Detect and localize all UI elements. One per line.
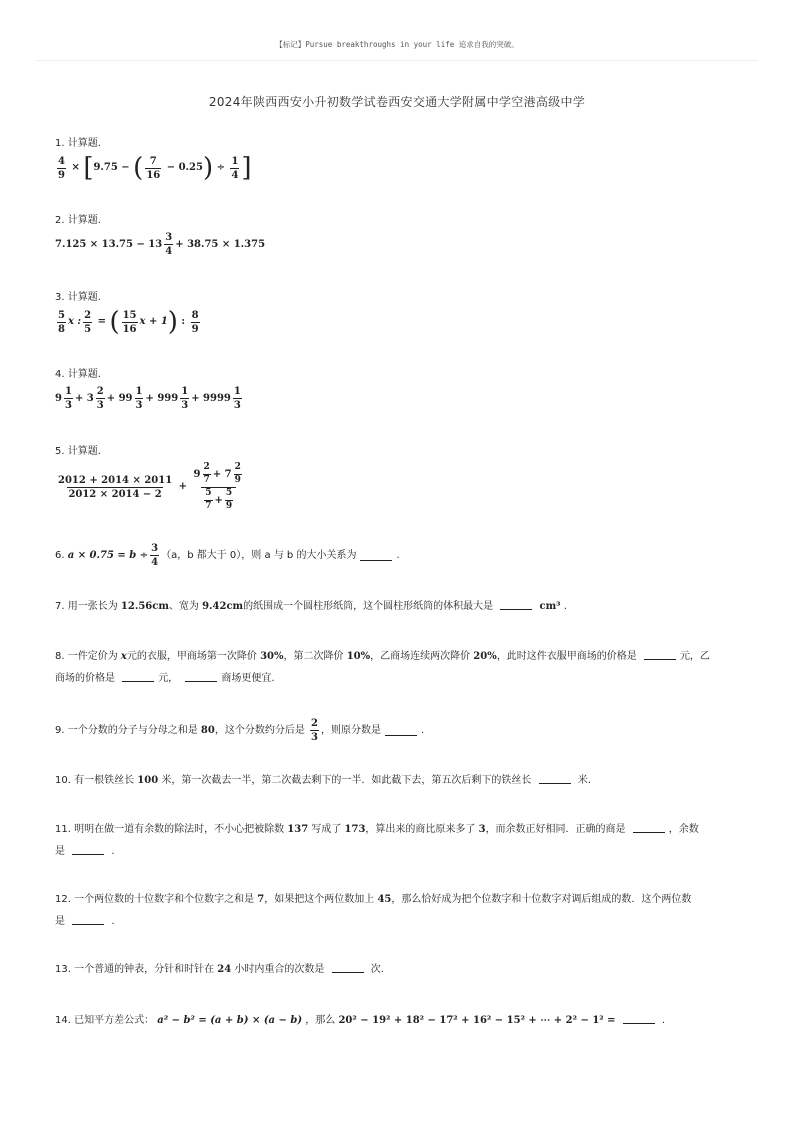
question-9 (55, 718, 745, 743)
question-text: 米. (577, 775, 591, 786)
fraction (233, 386, 242, 411)
unit: cm³ (539, 601, 561, 612)
answer-blank[interactable] (360, 550, 392, 561)
question-14 (55, 1010, 745, 1032)
question-8 (55, 646, 745, 690)
answer-blank[interactable] (539, 773, 571, 784)
punctuation: . (396, 549, 400, 561)
answer-blank[interactable] (623, 1013, 655, 1024)
question-text: 元， (158, 673, 179, 684)
question-text: 是 (55, 846, 65, 857)
header-divider (36, 60, 758, 61)
variable: x : (67, 316, 82, 327)
numerator: 2 (84, 309, 92, 321)
answer-blank[interactable] (500, 599, 532, 610)
value: 9.75 (93, 162, 118, 173)
expression: 20² − 19² + 18² − 17² + 16² − 15² + ⋯ + 2² − 1² = (338, 1015, 616, 1026)
whole-number: + 7 (212, 468, 232, 480)
denominator (201, 487, 236, 512)
value: 9.42cm (202, 601, 244, 612)
question-text: ，乙商场连续两次降价 (370, 651, 471, 662)
question-text: （a，b 都大于 0），则 a 与 b 的大小关系为 (161, 549, 357, 561)
value: 80 (200, 724, 215, 736)
question-text: ，而余数正好相同．正确的商是 (485, 824, 626, 835)
value: 20% (473, 651, 497, 662)
question-line (55, 819, 745, 841)
question-text: ，算出来的商比原来多了 (365, 824, 476, 835)
punctuation: . (661, 1015, 666, 1026)
question-label: 2. 计算题. (55, 215, 101, 226)
fraction (83, 310, 92, 335)
question-line (55, 646, 745, 668)
question-11 (55, 819, 745, 863)
numerator: 1 (233, 386, 241, 397)
question-label: 5. 计算题. (55, 446, 101, 457)
question-text: 10. 有一根铁丝长 (55, 775, 135, 786)
value: 12.56cm (120, 601, 169, 612)
question-text: 米，第一次截去一半，第二次截去剩下的一半．如此截下去，第五次后剩下的铁丝长 (161, 775, 532, 786)
denominator: 3 (181, 400, 189, 411)
expression: a × 0.75 = b ÷ (67, 549, 149, 561)
question-text: 元的衣服，甲商场第一次降价 (126, 651, 257, 662)
numerator: 2 (311, 718, 318, 729)
punctuation: . (111, 916, 115, 927)
denominator: 4 (231, 169, 239, 181)
question-text: 14. 已知平方差公式： (55, 1015, 155, 1026)
denominator: 9 (225, 500, 233, 511)
punctuation: . (563, 601, 567, 612)
question-text: 写成了 (311, 824, 342, 835)
question-text: ，这个分数约分后是 (214, 724, 305, 736)
fraction (310, 718, 319, 743)
whole-number: + 99 (106, 392, 133, 404)
question-text: 11. 明明在做一道有余数的除法时，不小心把被除数 (55, 824, 285, 835)
variable: x (120, 651, 127, 662)
fraction (150, 543, 159, 568)
answer-blank[interactable] (644, 649, 676, 660)
numerator: 2012 + 2014 × 2011 (58, 474, 173, 486)
question-label: 3. 计算题. (55, 292, 101, 303)
question-text: 商场更便宜. (221, 673, 275, 684)
value: 30% (260, 651, 284, 662)
value: 3 (478, 824, 486, 835)
numerator: 3 (151, 543, 159, 554)
fraction (64, 386, 73, 411)
denominator: 16 (122, 323, 137, 335)
numerator: 5 (205, 487, 212, 498)
answer-blank[interactable] (122, 671, 154, 682)
answer-blank[interactable] (185, 671, 217, 682)
denominator: 3 (233, 400, 241, 411)
answer-blank[interactable] (72, 914, 104, 925)
value: 10% (346, 651, 371, 662)
question-text: ，余数 (668, 824, 699, 835)
fraction (191, 310, 200, 335)
numerator: 8 (191, 309, 199, 321)
whole-number: + 9999 (191, 392, 231, 404)
question-1 (55, 133, 745, 181)
answer-blank[interactable] (72, 844, 104, 855)
denominator: 2012 × 2014 − 2 (68, 488, 162, 500)
whole-number: 9 (55, 392, 62, 404)
value: 7 (257, 894, 265, 905)
numerator: 2 (96, 386, 104, 397)
fraction (57, 475, 173, 500)
question-text: ，此时这件衣服甲商场的价格是 (496, 651, 637, 662)
value: 137 (287, 824, 309, 835)
denominator: 9 (234, 474, 241, 485)
fraction (57, 156, 66, 181)
value: 100 (137, 775, 159, 786)
numerator: 4 (58, 155, 65, 167)
denominator: 4 (151, 557, 159, 568)
numerator: 2 (234, 462, 241, 472)
whole-number: + 3 (74, 392, 94, 404)
denominator: 7 (203, 474, 210, 485)
question-text: 元，乙 (679, 651, 710, 662)
question-text: ，那么恰好成为把个位数字和十位数字对调后组成的数．这个两位数 (391, 894, 692, 905)
denominator: 9 (58, 169, 65, 181)
punctuation: . (111, 846, 115, 857)
whole-number: + 999 (145, 392, 179, 404)
question-text: 7. 用一张长为 (55, 601, 118, 612)
question-line (55, 911, 745, 933)
question-text: ，第二次降价 (283, 651, 344, 662)
fraction (225, 489, 233, 512)
question-text: 小时内重合的次数是 (234, 964, 325, 975)
value: 24 (217, 964, 232, 975)
question-text: ，如果把这个两位数加上 (264, 894, 375, 905)
question-4 (55, 364, 745, 411)
denominator: 4 (165, 246, 173, 257)
value: 0.25 (178, 162, 203, 173)
numerator: 2 (203, 462, 210, 472)
question-text: 次. (370, 964, 384, 975)
question-label: 1. 计算题. (55, 138, 101, 149)
denominator: 3 (96, 400, 104, 411)
question-5 (55, 441, 745, 512)
numerator: 1 (135, 386, 143, 397)
fraction (180, 386, 189, 411)
question-13 (55, 959, 745, 981)
fraction (96, 386, 105, 411)
question-text: 13. 一个普通的钟表，分针和时针在 (55, 964, 215, 975)
question-12 (55, 889, 745, 933)
numerator: 15 (122, 309, 137, 321)
denominator: 8 (58, 323, 65, 335)
question-text: 的纸围成一个圆柱形纸筒，这个圆柱形纸筒的体积最大是 (243, 601, 494, 612)
question-text: 12. 一个两位数的十位数字和个位数字之和是 (55, 894, 255, 905)
complex-fraction (193, 463, 245, 512)
question-formula (55, 232, 745, 257)
question-text: ，那么 (305, 1015, 336, 1026)
question-text: 9. 一个分数的分子与分母之和是 (55, 724, 198, 736)
denominator: 7 (205, 500, 212, 511)
ratio-colon: : (181, 316, 186, 327)
question-text: 是 (55, 916, 65, 927)
numerator: 5 (225, 487, 233, 498)
denominator: 3 (64, 400, 72, 411)
question-text: 商场的价格是 (55, 673, 115, 684)
numerator: 5 (58, 309, 65, 321)
question-text: 8. 一件定价为 (55, 651, 118, 662)
question-label: 4. 计算题. (55, 369, 101, 380)
question-2 (55, 210, 745, 257)
numerator: 1 (64, 386, 72, 397)
numerator: 1 (231, 155, 239, 167)
denominator: 5 (84, 323, 92, 335)
fraction (164, 232, 173, 257)
question-3 (55, 287, 745, 335)
answer-blank[interactable] (633, 822, 665, 833)
question-formula: $\frac{5}{8}$ x : $\frac{2}{5}$ = ( $\frac{15}{16}$ x + 1 ) : $\frac{8}{9}$ (58, 307, 199, 337)
question-6 (55, 543, 745, 568)
fraction (234, 463, 242, 486)
question-text: 、宽为 (168, 601, 199, 612)
page-header: 【标记】Pursue breakthroughs in your life 追求自我的突破。 (275, 40, 519, 49)
whole-number: 9 (193, 468, 201, 480)
fraction (135, 386, 144, 411)
question-formula (55, 386, 745, 411)
fraction (145, 156, 161, 181)
question-number: 6. (55, 549, 65, 561)
fraction (122, 310, 138, 335)
numerator (193, 463, 245, 487)
punctuation: . (421, 724, 425, 736)
value: 173 (344, 824, 366, 835)
denominator: 9 (191, 323, 199, 335)
numerator: 1 (181, 386, 189, 397)
fraction (204, 489, 212, 512)
denominator: 16 (146, 169, 161, 181)
question-formula: $\frac{4}{9}$ × [ 9.75 − ( $\frac{7}{16}$ − 0.25 ) ÷ $\frac{1}{4}$ ] (58, 153, 252, 183)
value: 45 (377, 894, 392, 905)
plus-sign: + (214, 494, 223, 506)
expression: + 38.75 × 1.375 (175, 238, 266, 250)
question-text: ，则原分数是 (321, 724, 381, 736)
formula: a² − b² = (a + b) × (a − b) (157, 1015, 303, 1026)
answer-blank[interactable] (332, 962, 364, 973)
fraction (230, 156, 239, 181)
numerator: 7 (149, 155, 157, 167)
answer-blank[interactable] (385, 725, 417, 736)
question-line (55, 841, 745, 863)
page-title: 2024年陕西西安小升初数学试卷西安交通大学附属中学空港高级中学 (208, 95, 586, 109)
fraction (57, 310, 66, 335)
plus-sign: + (178, 481, 188, 493)
fraction (203, 463, 211, 486)
numerator: 3 (165, 232, 173, 243)
question-line (55, 668, 745, 690)
expression: x + 1 (139, 316, 168, 327)
question-7 (55, 596, 745, 618)
denominator: 3 (311, 732, 318, 743)
denominator: 3 (135, 400, 143, 411)
equals-sign: = (97, 316, 106, 327)
expression: 7.125 × 13.75 − 13 (55, 238, 163, 250)
question-line (55, 889, 745, 911)
question-10 (55, 770, 745, 792)
question-formula (55, 463, 745, 512)
